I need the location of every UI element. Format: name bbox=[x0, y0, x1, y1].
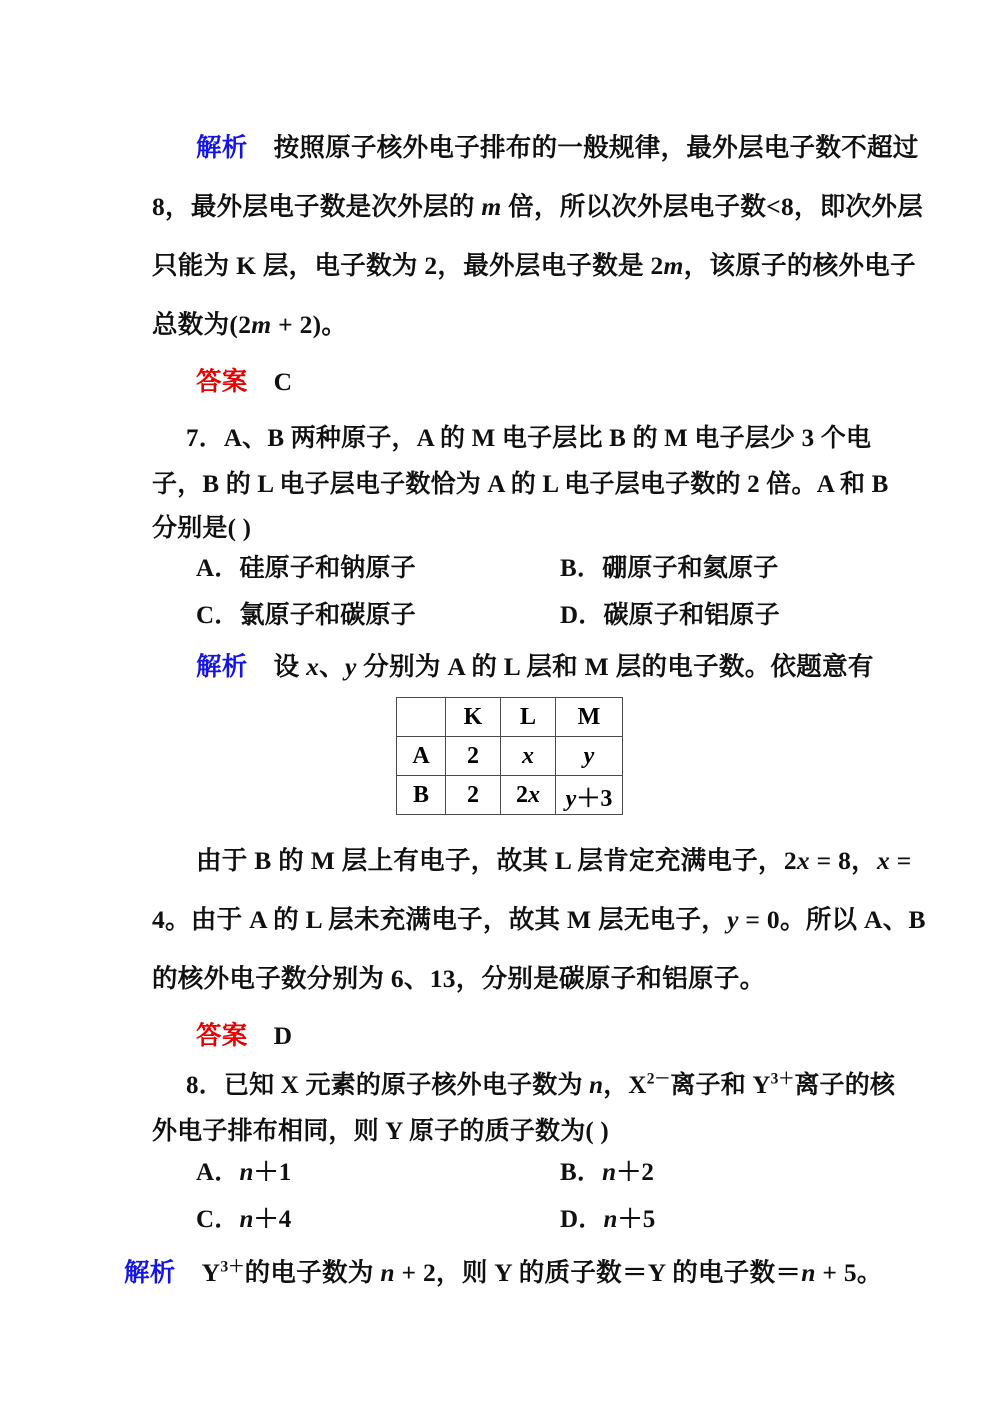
q7-solution-line3-a: 4。由于 A 的 L 层未充满电子，故其 M 层无电子， bbox=[152, 905, 728, 934]
klm-electron-shell-table bbox=[396, 697, 623, 815]
q8-solution-a: 的电子数为 bbox=[244, 1258, 381, 1287]
table-cell-b-m bbox=[556, 776, 623, 815]
q8-solution-y: Y bbox=[201, 1258, 221, 1287]
q7-solution-line2-c: = bbox=[890, 846, 912, 875]
q7-option-d-text: 碳原子和铝原子 bbox=[603, 602, 780, 629]
q8-option-c[interactable] bbox=[196, 1199, 291, 1235]
q6-solution-text-2a: 8，最外层电子数是次外层的 bbox=[152, 192, 482, 221]
math-var-n-2: n bbox=[239, 1159, 254, 1186]
q7-solution-intro-c: 分别为 A 的 L 层和 M 层的电子数。依题意有 bbox=[356, 652, 874, 681]
analysis-label: 解析 bbox=[124, 1258, 176, 1287]
q6-solution-text-4a: 总数为(2 bbox=[152, 310, 252, 339]
q8-stem-line-2: 外电子排布相同，则 Y 原子的质子数为( ) bbox=[152, 1118, 609, 1145]
math-var-y-1: y bbox=[344, 652, 357, 681]
q6-answer-value: C bbox=[273, 367, 293, 396]
q7-option-d[interactable] bbox=[560, 595, 780, 631]
q7-option-c-text: 氯原子和碳原子 bbox=[239, 602, 416, 629]
q8-solution-c: + 5。 bbox=[815, 1258, 883, 1287]
q7-option-a-key: A． bbox=[196, 555, 240, 582]
table-header-l: L bbox=[501, 698, 556, 737]
q7-stem-line-2: 子，B 的 L 电子层电子数恰为 A 的 L 电子层电子数的 2 倍。A 和 B bbox=[152, 471, 889, 498]
q6-solution-line-3 bbox=[152, 246, 916, 282]
q7-solution-intro-a: 设 bbox=[273, 652, 307, 681]
math-var-y-2: y bbox=[583, 742, 595, 769]
math-var-n-4: n bbox=[239, 1206, 254, 1233]
q8-option-b-rest: ＋2 bbox=[616, 1159, 655, 1186]
math-var-m-3: m bbox=[251, 310, 272, 339]
q6-solution-line-2 bbox=[152, 187, 923, 223]
table-cell-a-k: 2 bbox=[446, 737, 501, 776]
q7-option-b[interactable] bbox=[560, 548, 778, 584]
math-var-m-2: m bbox=[663, 251, 684, 280]
q8-stem-line-1 bbox=[186, 1065, 895, 1101]
q8-option-d-rest: ＋5 bbox=[617, 1206, 656, 1233]
q7-solution-line2-b: = 8， bbox=[809, 846, 877, 875]
q6-solution-text-3a: 只能为 K 层，电子数为 2，最外层电子数是 2 bbox=[152, 251, 664, 280]
q7-solution-line-3 bbox=[152, 900, 926, 936]
table-cell-a-m bbox=[556, 737, 623, 776]
q8-option-a[interactable] bbox=[196, 1152, 291, 1188]
table-row bbox=[397, 776, 623, 815]
table-header-row bbox=[397, 698, 623, 737]
table-row bbox=[397, 737, 623, 776]
q7-solution-line2-a: 由于 B 的 M 层上有电子，故其 L 层肯定充满电子，2 bbox=[196, 846, 797, 875]
q8-solution-b: + 2，则 Y 的质子数＝Y 的电子数＝ bbox=[394, 1258, 802, 1287]
q8-stem-1d: 离子的核 bbox=[794, 1072, 896, 1099]
q7-solution-intro-b: 、 bbox=[319, 652, 345, 681]
q8-option-b[interactable] bbox=[560, 1152, 654, 1188]
q7-option-b-text: 硼原子和氦原子 bbox=[602, 555, 779, 582]
math-var-n-6: n bbox=[380, 1258, 395, 1287]
q7-option-b-key: B． bbox=[560, 555, 603, 582]
q8-stem-1a: 8．已知 X 元素的原子核外电子数为 bbox=[186, 1072, 590, 1099]
q7-stem-line-1: 7．A、B 两种原子，A 的 M 电子层比 B 的 M 电子层少 3 个电 bbox=[186, 425, 872, 452]
q6-solution-text-1: 按照原子核外电子排布的一般规律，最外层电子数不超过 bbox=[273, 133, 919, 162]
answer-label: 答案 bbox=[196, 1021, 248, 1050]
analysis-label: 解析 bbox=[196, 652, 248, 681]
q7-option-a[interactable] bbox=[196, 548, 416, 584]
q6-answer-line bbox=[196, 362, 292, 398]
q7-option-c[interactable] bbox=[196, 595, 416, 631]
q8-stem-1b: ，X bbox=[603, 1072, 647, 1099]
q8-option-b-key: B． bbox=[560, 1159, 603, 1186]
math-var-n-3: n bbox=[602, 1159, 617, 1186]
math-var-n-7: n bbox=[801, 1258, 816, 1287]
math-var-n-1: n bbox=[589, 1072, 604, 1099]
math-var-x-2: x bbox=[522, 742, 534, 769]
q8-option-c-rest: ＋4 bbox=[253, 1206, 292, 1233]
analysis-label: 解析 bbox=[196, 133, 248, 162]
q6-solution-text-3b: ，该原子的核外电子 bbox=[683, 251, 916, 280]
q7-option-d-key: D． bbox=[560, 602, 604, 629]
q7-option-a-text: 硅原子和钠原子 bbox=[239, 555, 416, 582]
q7-solution-line-4: 的核外电子数分别为 6、13，分别是碳原子和铝原子。 bbox=[152, 964, 766, 993]
math-var-x-3: x bbox=[528, 781, 540, 808]
table-cell-b-name: B bbox=[397, 776, 446, 815]
table-cell-a-l bbox=[501, 737, 556, 776]
math-var-x-5: x bbox=[876, 846, 891, 875]
q6-solution-line-4 bbox=[152, 305, 347, 341]
q8-option-a-rest: ＋1 bbox=[253, 1159, 292, 1186]
q7-solution-intro bbox=[196, 647, 874, 683]
q8-option-c-key: C． bbox=[196, 1206, 240, 1233]
math-var-x-1: x bbox=[306, 652, 320, 681]
q6-solution-text-4b: + 2)。 bbox=[271, 310, 348, 339]
q6-solution-text-2b: 倍，所以次外层电子数<8，即次外层 bbox=[501, 192, 924, 221]
table-cell-a-name: A bbox=[397, 737, 446, 776]
q8-stem-1c: 离子和 Y bbox=[670, 1072, 771, 1099]
q8-option-d-key: D． bbox=[560, 1206, 604, 1233]
q7-option-c-key: C． bbox=[196, 602, 240, 629]
math-var-y-4: y bbox=[727, 905, 739, 934]
q7-answer-line bbox=[196, 1016, 292, 1052]
q7-stem-line-3: 分别是( ) bbox=[152, 515, 252, 542]
q7-solution-line3-b: = 0。所以 A、B bbox=[738, 905, 926, 934]
table-cell-b-l-coef: 2 bbox=[516, 781, 528, 808]
q8-solution-line bbox=[124, 1253, 883, 1289]
table-header-m: M bbox=[556, 698, 623, 737]
q6-solution-line-1 bbox=[196, 128, 919, 164]
table-cell-b-m-post: ＋3 bbox=[576, 785, 613, 812]
table-header-k: K bbox=[446, 698, 501, 737]
superscript-3-plus: 3＋ bbox=[770, 1070, 795, 1088]
math-var-y-3: y bbox=[565, 785, 577, 812]
q7-answer-value: D bbox=[273, 1021, 293, 1050]
table-cell-b-l bbox=[501, 776, 556, 815]
math-var-m-1: m bbox=[481, 192, 502, 221]
q7-solution-line-2 bbox=[196, 841, 912, 877]
table-cell-b-k: 2 bbox=[446, 776, 501, 815]
q8-option-a-key: A． bbox=[196, 1159, 240, 1186]
superscript-2-minus: 2－ bbox=[646, 1070, 671, 1088]
superscript-3-plus: 3＋ bbox=[220, 1258, 245, 1276]
math-var-n-5: n bbox=[603, 1206, 618, 1233]
table-header-blank bbox=[397, 698, 446, 737]
q8-option-d[interactable] bbox=[560, 1199, 655, 1235]
answer-label: 答案 bbox=[196, 367, 248, 396]
math-var-x-4: x bbox=[796, 846, 810, 875]
